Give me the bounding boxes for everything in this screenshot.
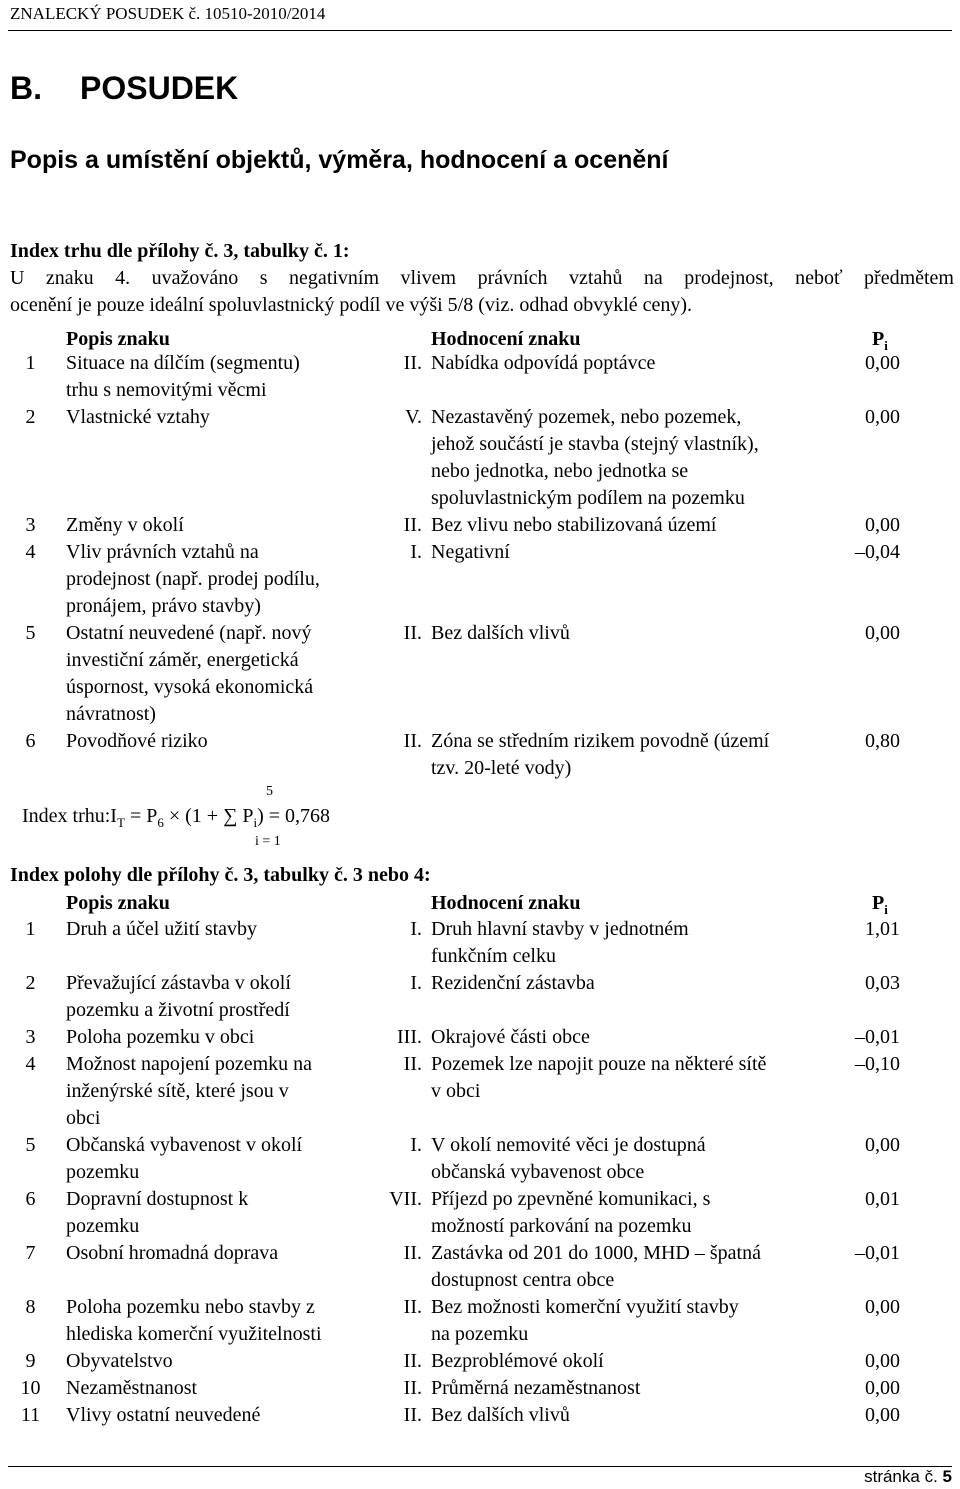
sum-lower-bound: i = 1 [255, 834, 281, 849]
hodnoceni-line: na pozemku [431, 1323, 529, 1345]
row-popis [66, 728, 386, 755]
popis-line: návratnost) [66, 703, 156, 725]
section-title [10, 70, 238, 107]
index-trhu-formula: Index $trhu:I_T = P_6 \times (1$ + ∑ $P_i) = 0,768$ [22, 805, 331, 830]
hodnoceni-line: Druh hlavní stavby v jednotném [431, 918, 689, 940]
row-grade: V. [405, 406, 422, 428]
row-number: 3 [25, 1026, 36, 1048]
row-popis [66, 1294, 386, 1348]
popis-line: Občanská vybavenost v okolí [66, 1134, 303, 1156]
row-number: 9 [25, 1350, 36, 1372]
hodnoceni-line: v obci [431, 1080, 481, 1102]
table-row [0, 1240, 960, 1294]
popis-line: pozemku [66, 1161, 140, 1183]
row-hodnoceni [431, 1375, 841, 1402]
table-row [0, 512, 960, 539]
row-p-value: –0,01 [855, 1026, 900, 1048]
row-p-value: 0,01 [865, 1188, 900, 1210]
popis-line: Poloha pozemku v obci [66, 1026, 255, 1048]
row-p-value: 0,80 [865, 730, 900, 752]
hodnoceni-line: Průměrná nezaměstnanost [431, 1377, 641, 1399]
hodnoceni-line: občanská vybavenost obce [431, 1161, 645, 1183]
row-grade: I. [410, 918, 422, 940]
row-p-value: 0,00 [865, 1377, 900, 1399]
page-number: stránka č. 5 [864, 1467, 952, 1486]
hodnoceni-line: spoluvlastnickým podílem na pozemku [431, 487, 745, 509]
sum-upper-bound: 5 [266, 784, 273, 799]
row-popis [66, 1375, 386, 1402]
row-hodnoceni [431, 404, 841, 512]
hodnoceni-line: Bez dalších vlivů [431, 1404, 570, 1426]
hodnoceni-line: Okrajové části obce [431, 1026, 590, 1048]
table-row [0, 1024, 960, 1051]
section-letter: B. [10, 70, 42, 106]
row-hodnoceni [431, 620, 841, 647]
table-row [0, 350, 960, 404]
table-row [0, 1051, 960, 1132]
row-hodnoceni [431, 1132, 841, 1186]
sigma-symbol: ∑ [223, 805, 238, 827]
row-number: 5 [25, 1134, 36, 1156]
row-p-value: 0,03 [865, 972, 900, 994]
row-popis [66, 512, 386, 539]
row-number: 7 [25, 1242, 36, 1264]
row-hodnoceni [431, 1240, 841, 1294]
row-grade: II. [403, 622, 422, 644]
row-popis [66, 1051, 386, 1132]
hodnoceni-line: Negativní [431, 541, 510, 563]
row-popis [66, 350, 386, 404]
row-hodnoceni [431, 539, 841, 566]
row-number: 6 [25, 730, 36, 752]
hodnoceni-line: Bezproblémové okolí [431, 1350, 604, 1372]
popis-line: Situace na dílčím (segmentu) [66, 352, 300, 374]
hodnoceni-line: Bez možnosti komerční využití stavby [431, 1296, 739, 1318]
popis-line: Možnost napojení pozemku na [66, 1053, 313, 1075]
hodnoceni-line: Nezastavěný pozemek, nebo pozemek, [431, 406, 742, 428]
popis-line: Osobní hromadná doprava [66, 1242, 279, 1264]
table-row [0, 970, 960, 1024]
row-number: 10 [20, 1377, 41, 1399]
row-hodnoceni [431, 916, 841, 970]
table-row [0, 1294, 960, 1348]
row-p-value: 0,00 [865, 406, 900, 428]
row-p-value: 0,00 [865, 622, 900, 644]
row-p-value: 1,01 [865, 918, 900, 940]
hodnoceni-line: Zastávka od 201 do 1000, MHD – špatná [431, 1242, 761, 1264]
column-header-hodnoceni: Hodnocení znaku [431, 892, 581, 914]
popis-line: Druh a účel užití stavby [66, 918, 258, 940]
row-hodnoceni [431, 1051, 841, 1105]
popis-line: Vlastnické vztahy [66, 406, 210, 428]
hodnoceni-line: možností parkování na pozemku [431, 1215, 692, 1237]
row-grade: II. [403, 352, 422, 374]
popis-line: investiční záměr, energetická [66, 649, 299, 671]
row-p-value: –0,01 [855, 1242, 900, 1264]
row-grade: I. [410, 541, 422, 563]
row-number: 6 [25, 1188, 36, 1210]
row-hodnoceni [431, 970, 841, 997]
hodnoceni-line: Zóna se středním rizikem povodně (území [431, 730, 770, 752]
column-header-p: $P_i$ [872, 892, 888, 917]
hodnoceni-line: nebo jednotka, nebo jednotka se [431, 460, 689, 482]
hodnoceni-line: V okolí nemovité věci je dostupná [431, 1134, 706, 1156]
row-number: 3 [25, 514, 36, 536]
footer-divider [8, 1466, 952, 1467]
row-number: 8 [25, 1296, 36, 1318]
popis-line: obci [66, 1107, 101, 1129]
popis-line: Poloha pozemku nebo stavby z [66, 1296, 315, 1318]
index-trhu-note-line-1: U znaku 4. uvažováno s negativním vlivem právních vztahů na prodejnost, neboť předmětem [10, 267, 954, 289]
row-hodnoceni [431, 1186, 841, 1240]
row-popis [66, 620, 386, 728]
hodnoceni-line: Bez dalších vlivů [431, 622, 570, 644]
row-hodnoceni [431, 1024, 841, 1051]
document-header-title: ZNALECKÝ POSUDEK č. 10510-2010/2014 [10, 4, 326, 23]
section-name: POSUDEK [80, 70, 239, 106]
row-p-value: 0,00 [865, 1296, 900, 1318]
row-grade: II. [403, 1053, 422, 1075]
table-row [0, 1348, 960, 1375]
hodnoceni-line: Příjezd po zpevněné komunikaci, s [431, 1188, 711, 1210]
row-hodnoceni [431, 1402, 841, 1429]
index-trhu-note-line-2: ocenění je pouze ideální spoluvlastnický podíl ve výši 5/8 (viz. odhad obvyklé ceny). [10, 294, 693, 316]
row-hodnoceni [431, 1294, 841, 1348]
hodnoceni-line: tzv. 20-leté vody) [431, 757, 572, 779]
row-p-value: 0,00 [865, 352, 900, 374]
popis-line: úspornost, vysoká ekonomická [66, 676, 314, 698]
index-trhu-heading: Index trhu dle přílohy č. 3, tabulky č. 1: [10, 240, 350, 262]
table-row [0, 1186, 960, 1240]
row-grade: II. [403, 514, 422, 536]
popis-line: Nezaměstnanost [66, 1377, 198, 1399]
row-hodnoceni [431, 728, 841, 782]
row-p-value: –0,04 [855, 541, 900, 563]
popis-line: inženýrské sítě, které jsou v [66, 1080, 289, 1102]
row-number: 11 [20, 1404, 41, 1426]
column-header-p: $P_i$ [872, 328, 888, 353]
table-row [0, 1132, 960, 1186]
row-p-value: –0,10 [855, 1053, 900, 1075]
table-row [0, 1402, 960, 1429]
row-grade: II. [403, 1242, 422, 1264]
table-row [0, 1375, 960, 1402]
popis-line: Změny v okolí [66, 514, 184, 536]
row-popis [66, 916, 386, 943]
hodnoceni-line: Pozemek lze napojit pouze na některé sítě [431, 1053, 767, 1075]
row-p-value: 0,00 [865, 1404, 900, 1426]
hodnoceni-line: Bez vlivu nebo stabilizovaná území [431, 514, 717, 536]
row-grade: VII. [389, 1188, 422, 1210]
header-divider [8, 30, 952, 31]
popis-line: Povodňové riziko [66, 730, 208, 752]
column-header-popis: Popis znaku [66, 892, 170, 914]
hodnoceni-line: Rezidenční zástavba [431, 972, 595, 994]
row-popis [66, 1132, 386, 1186]
hodnoceni-line: dostupnost centra obce [431, 1269, 615, 1291]
row-popis [66, 1024, 386, 1051]
popis-line: pozemku [66, 1215, 140, 1237]
popis-line: Vlivy ostatní neuvedené [66, 1404, 261, 1426]
table-row [0, 539, 960, 620]
row-grade: III. [397, 1026, 422, 1048]
popis-line: Vliv právních vztahů na [66, 541, 259, 563]
popis-line: Obyvatelstvo [66, 1350, 173, 1372]
row-popis [66, 404, 386, 431]
row-p-value: 0,00 [865, 1134, 900, 1156]
row-popis [66, 1402, 386, 1429]
row-popis [66, 1348, 386, 1375]
hodnoceni-line: funkčním celku [431, 945, 556, 967]
row-popis [66, 539, 386, 620]
row-number: 2 [25, 406, 36, 428]
popis-line: pronájem, právo stavby) [66, 595, 261, 617]
row-popis [66, 1186, 386, 1240]
row-popis [66, 1240, 386, 1267]
row-number: 4 [25, 541, 36, 563]
popis-line: prodejnost (např. prodej podílu, [66, 568, 320, 590]
row-number: 1 [25, 352, 36, 374]
index-polohy-heading: Index polohy dle přílohy č. 3, tabulky č. 3 nebo 4: [10, 864, 431, 886]
row-hodnoceni [431, 1348, 841, 1375]
row-grade: II. [403, 1377, 422, 1399]
table-row [0, 728, 960, 782]
row-grade: II. [403, 730, 422, 752]
column-header-hodnoceni: Hodnocení znaku [431, 328, 581, 350]
popis-line: Převažující zástavba v okolí [66, 972, 291, 994]
table-row [0, 404, 960, 512]
row-hodnoceni [431, 350, 841, 377]
row-number: 4 [25, 1053, 36, 1075]
row-popis [66, 970, 386, 1024]
popis-line: pozemku a životní prostředí [66, 999, 290, 1021]
row-number: 2 [25, 972, 36, 994]
index-trhu-intro [10, 238, 954, 319]
subtitle: Popis a umístění objektů, výměra, hodnocení a ocenění [10, 146, 669, 174]
row-grade: II. [403, 1350, 422, 1372]
table-row [0, 916, 960, 970]
popis-line: Ostatní neuvedené (např. nový [66, 622, 312, 644]
popis-line: trhu s nemovitými věcmi [66, 379, 267, 401]
row-grade: II. [403, 1404, 422, 1426]
row-grade: I. [410, 972, 422, 994]
row-p-value: 0,00 [865, 1350, 900, 1372]
row-grade: I. [410, 1134, 422, 1156]
row-hodnoceni [431, 512, 841, 539]
hodnoceni-line: jehož součástí je stavba (stejný vlastník), [431, 433, 759, 455]
column-header-popis: Popis znaku [66, 328, 170, 350]
popis-line: hlediska komerční využitelnosti [66, 1323, 322, 1345]
row-number: 1 [25, 918, 36, 940]
row-grade: II. [403, 1296, 422, 1318]
popis-line: Dopravní dostupnost k [66, 1188, 249, 1210]
row-p-value: 0,00 [865, 514, 900, 536]
hodnoceni-line: Nabídka odpovídá poptávce [431, 352, 656, 374]
table-row [0, 620, 960, 728]
row-number: 5 [25, 622, 36, 644]
